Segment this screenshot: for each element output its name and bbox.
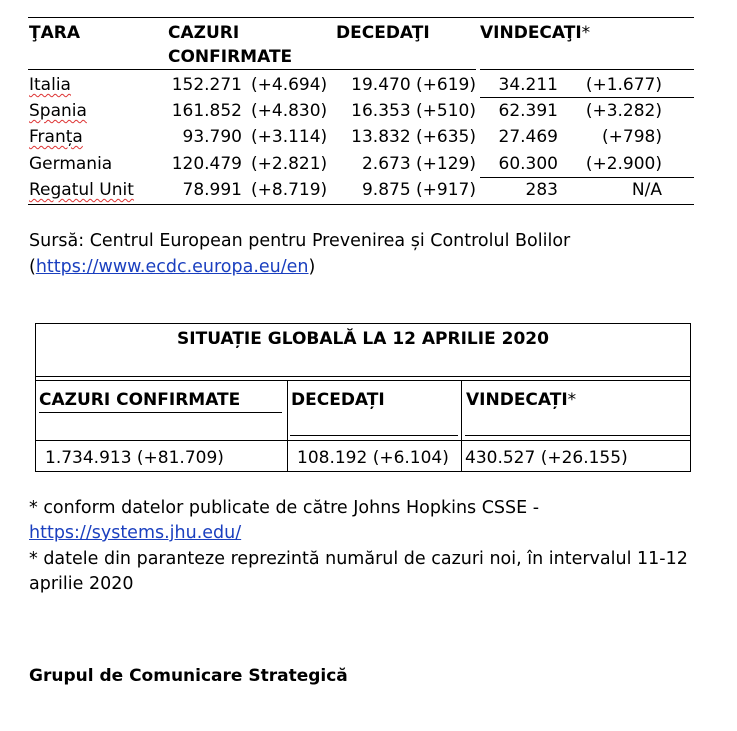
- row-country: Spania: [29, 101, 87, 121]
- row-confirmed: 93.790: [182, 127, 242, 147]
- row-deaths: 9.875 (+917): [361, 180, 476, 200]
- table-top-border: [28, 17, 694, 18]
- row-recovered-new: N/A: [631, 180, 662, 200]
- global-value-confirmed: 1.734.913 (+81.709): [45, 448, 224, 468]
- row-recovered: 60.300: [498, 154, 558, 174]
- note-parentheses: * datele din paranteze reprezintă numărul de cazuri noi, în intervalul 11-12: [29, 549, 688, 569]
- source-link-line: [29, 256, 315, 278]
- note-parentheses-cont: aprilie 2020: [29, 574, 134, 594]
- header-confirmed-line2: CONFIRMATE: [168, 47, 293, 67]
- row-confirmed: 161.852: [171, 101, 242, 121]
- header-underline: [465, 435, 690, 436]
- row-divider: [480, 97, 694, 98]
- column-divider: [287, 380, 288, 471]
- header-underline: [290, 435, 458, 436]
- row-country: Franța: [29, 127, 83, 147]
- global-value-recovered: 430.527 (+26.155): [465, 448, 628, 468]
- row-confirmed-new: (+8.719): [251, 180, 328, 200]
- header-country: ŢARA: [29, 23, 80, 43]
- row-divider: [480, 177, 694, 178]
- global-header-confirmed: CAZURI CONFIRMATE: [39, 390, 241, 410]
- source-link[interactable]: https://www.ecdc.europa.eu/en: [35, 257, 309, 277]
- row-recovered: 283: [525, 180, 558, 200]
- row-recovered-new: (+3.282): [585, 101, 662, 121]
- global-top-border: [35, 323, 691, 324]
- row-confirmed-new: (+3.114): [251, 127, 328, 147]
- header-deaths: DECEDAŢI: [336, 23, 430, 43]
- row-confirmed-new: (+4.694): [251, 75, 328, 95]
- row-confirmed: 78.991: [182, 180, 242, 200]
- row-recovered-new: (+1.677): [585, 75, 662, 95]
- title-divider: [35, 376, 691, 377]
- row-confirmed-new: (+2.821): [251, 154, 328, 174]
- row-deaths: 13.832 (+635): [351, 127, 476, 147]
- row-confirmed-new: (+4.830): [251, 101, 328, 121]
- row-recovered: 27.469: [498, 127, 558, 147]
- row-deaths: 19.470 (+619): [351, 75, 476, 95]
- row-divider: [35, 440, 691, 441]
- row-recovered-new: (+798): [602, 127, 662, 147]
- row-confirmed: 152.271: [171, 75, 242, 95]
- note-jhu: * conform datelor publicate de către Johns Hopkins CSSE -: [29, 498, 540, 518]
- column-divider: [461, 380, 462, 471]
- row-country: Germania: [29, 154, 113, 174]
- global-header-deaths: DECEDAȚI: [291, 390, 385, 410]
- row-country: Regatul Unit: [29, 180, 134, 200]
- row-deaths: 2.673 (+129): [361, 154, 476, 174]
- global-bottom-border: [35, 471, 691, 472]
- row-recovered: 34.211: [498, 75, 558, 95]
- global-title: SITUAȚIE GLOBALĂ LA 12 APRILIE 2020: [177, 329, 549, 349]
- header-bottom-border-right: [480, 69, 694, 70]
- row-country: Italia: [29, 75, 71, 95]
- signature: Grupul de Comunicare Strategică: [29, 666, 348, 686]
- row-recovered: 62.391: [498, 101, 558, 121]
- global-header-recovered: VINDECAȚI*: [466, 390, 577, 410]
- header-bottom-border-left: [28, 69, 476, 70]
- header-underline: [39, 412, 282, 413]
- source-open-paren: (: [29, 257, 36, 277]
- global-value-deaths: 108.192 (+6.104): [297, 448, 449, 468]
- source-close-paren: ): [308, 257, 316, 277]
- row-deaths: 16.353 (+510): [351, 101, 476, 121]
- note-jhu-link-line: [29, 522, 241, 544]
- jhu-link[interactable]: https://systems.jhu.edu/: [29, 523, 242, 543]
- table-bottom-border: [28, 204, 694, 205]
- header-confirmed-line1: CAZURI: [168, 23, 240, 43]
- source-text: Sursă: Centrul European pentru Prevenirea și Controlul Bolilor: [29, 231, 571, 251]
- header-recovered: VINDECAŢI*: [480, 23, 591, 43]
- row-confirmed: 120.479: [171, 154, 242, 174]
- title-divider-double: [35, 380, 691, 381]
- row-recovered-new: (+2.900): [585, 154, 662, 174]
